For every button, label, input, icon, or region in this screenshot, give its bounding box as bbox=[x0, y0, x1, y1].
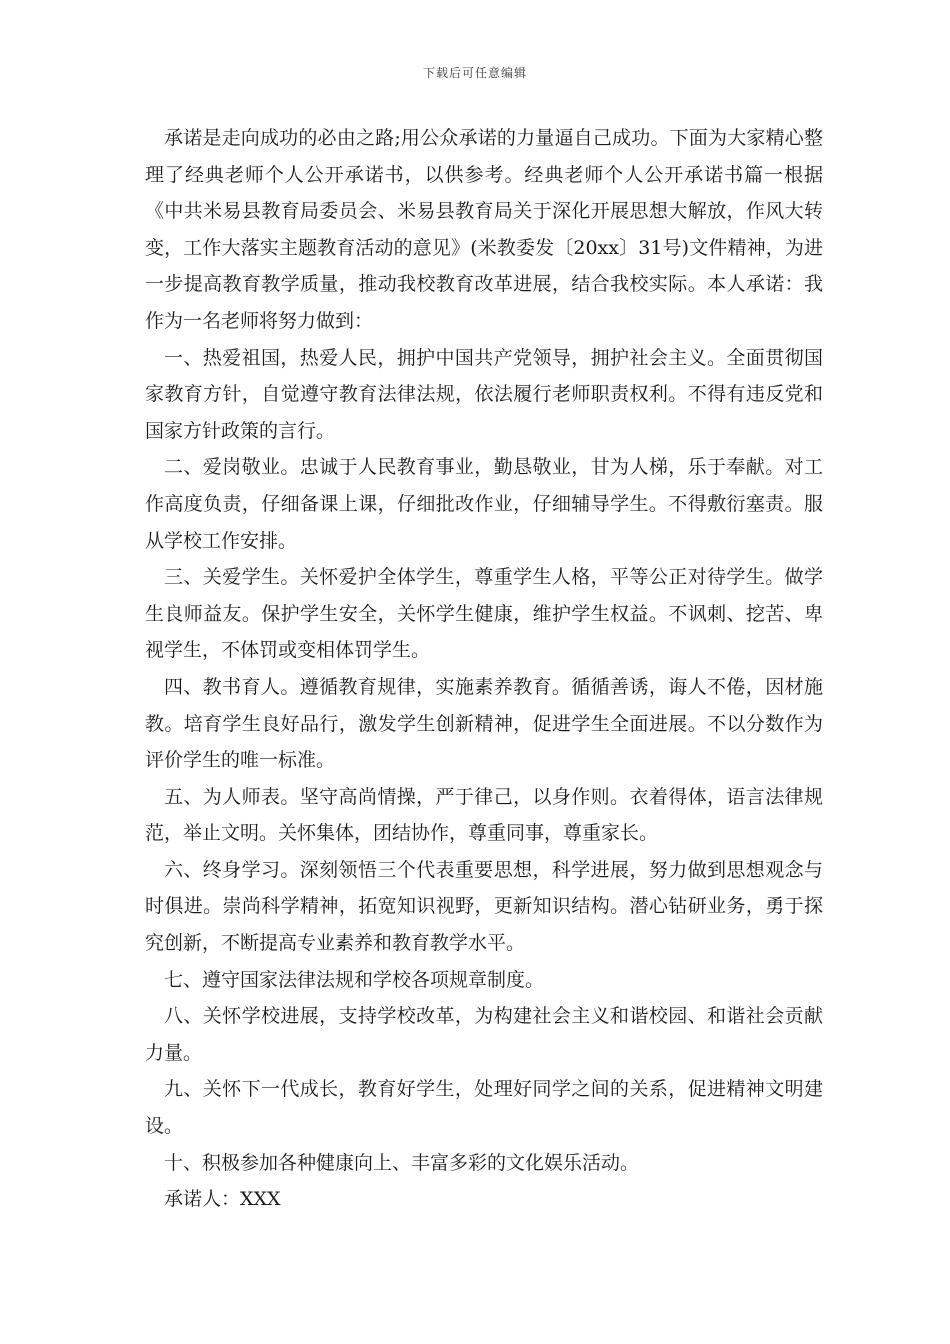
document-body bbox=[145, 120, 823, 1218]
paragraph-item-4: 四、教书育人。遵循教育规律，实施素养教育。循循善诱，诲人不倦，因材施教。培育学生良好品行，激发学生创新精神，促进学生全面进展。不以分数作为评价学生的唯一标准。 bbox=[145, 675, 823, 772]
paragraph-item-5: 五、为人师表。坚守高尚情操，严于律己，以身作则。衣着得体，语言法律规范，举止文明。关怀集体，团结协作，尊重同事，尊重家长。 bbox=[145, 785, 823, 845]
paragraph-item-2: 二、爱岗敬业。忠诚于人民教育事业，勤恳敬业，甘为人梯，乐于奉献。对工作高度负责，仔细备课上课，仔细批改作业，仔细辅导学生。不得敷衍塞责。服从学校工作安排。 bbox=[145, 456, 823, 552]
paragraph-item-1: 一、热爱祖国，热爱人民，拥护中国共产党领导，拥护社会主义。全面贯彻国家教育方针，自觉遵守教育法律法规，依法履行老师职责权利。不得有违反党和国家方针政策的言行。 bbox=[145, 346, 823, 442]
paragraph-item-6: 六、终身学习。深刻领悟三个代表重要思想，科学进展，努力做到思想观念与时俱进。崇尚科学精神，拓宽知识视野，更新知识结构。潜心钻研业务，勇于探究创新，不断提高专业素养和教育教学水平。 bbox=[145, 858, 823, 955]
page-header: 下载后可任意编辑 bbox=[422, 66, 527, 80]
paragraph-intro: 承诺是走向成功的必由之路;用公众承诺的力量逼自己成功。下面为大家精心整理了经典老师个人公开承诺书，以供参考。经典老师个人公开承诺书篇一根据《中共米易县教育局委员会、米易县教育局关于深化开展思想大解放，作风大转变，工作大落实主题教育活动的意见》(米教委发〔20xx〕31号)文件精神，为进一步提高教育教学质量，推动我校教育改革进展，结合我校实际。本人承诺：我作为一名老师将努力做到： bbox=[145, 127, 823, 332]
paragraph-item-9: 九、关怀下一代成长，教育好学生，处理好同学之间的关系，促进精神文明建设。 bbox=[145, 1078, 823, 1138]
paragraph-item-8: 八、关怀学校进展，支持学校改革，为构建社会主义和谐校园、和谐社会贡献力量。 bbox=[145, 1005, 823, 1064]
paragraph-item-7: 七、遵守国家法律法规和学校各项规章制度。 bbox=[164, 968, 545, 991]
paragraph-item-10: 十、积极参加各种健康向上、丰富多彩的文化娱乐活动。 bbox=[164, 1151, 640, 1174]
signature-line: 承诺人：XXX bbox=[164, 1188, 281, 1211]
paragraph-item-3: 三、关爱学生。关怀爱护全体学生，尊重学生人格，平等公正对待学生。做学生良师益友。保护学生安全，关怀学生健康，维护学生权益。不讽刺、挖苦、卑视学生，不体罚或变相体罚学生。 bbox=[145, 566, 823, 662]
